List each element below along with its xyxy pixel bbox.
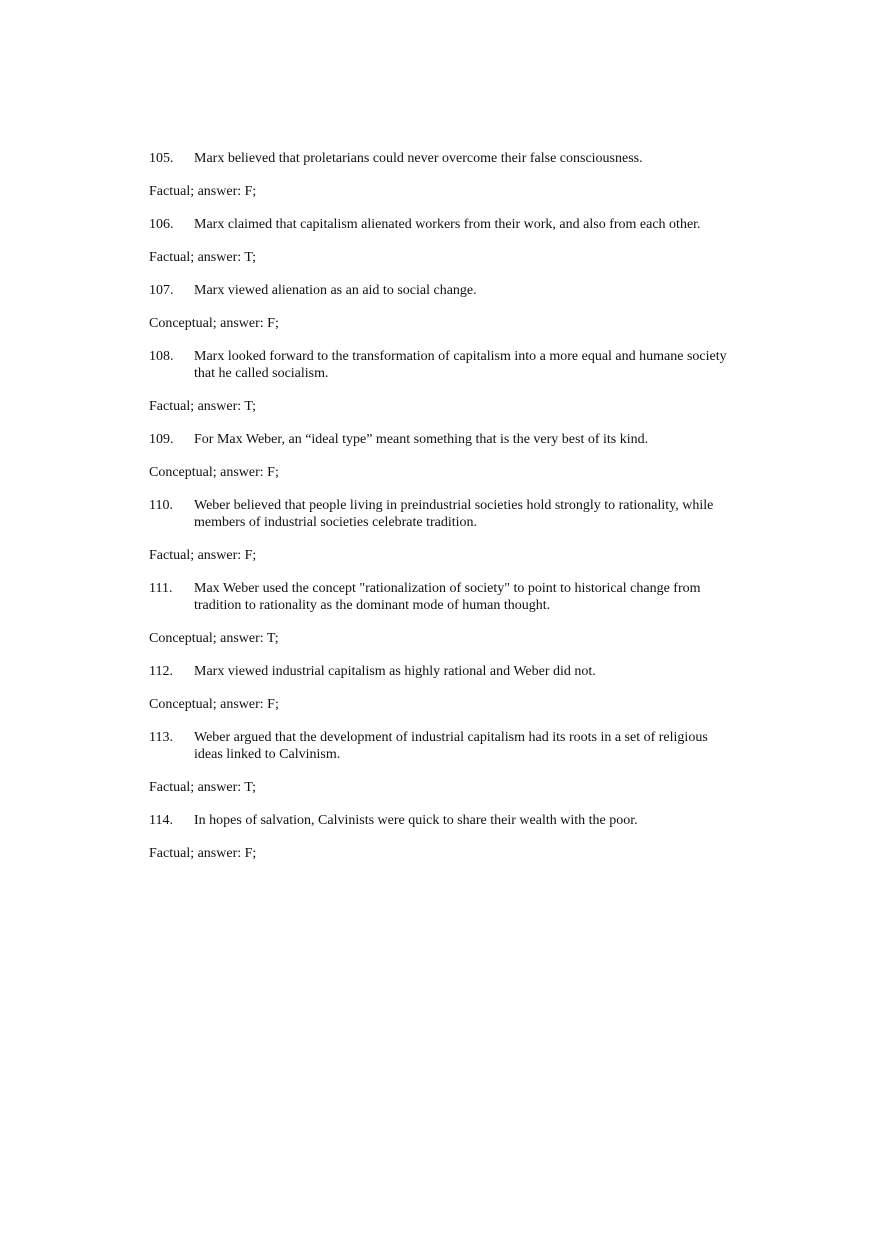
question-row bbox=[149, 663, 729, 680]
question-number: 108. bbox=[149, 349, 174, 364]
question-item-105 bbox=[149, 150, 729, 200]
question-text: Weber argued that the development of industrial capitalism had its roots in a set of religious ideas linked to Calvinism. bbox=[194, 730, 708, 762]
question-text: In hopes of salvation, Calvinists were quick to share their wealth with the poor. bbox=[194, 813, 638, 828]
question-number: 105. bbox=[149, 151, 174, 166]
question-number: 113. bbox=[149, 730, 173, 745]
question-text: Marx viewed industrial capitalism as highly rational and Weber did not. bbox=[194, 664, 596, 679]
question-number: 111. bbox=[149, 581, 173, 596]
answer-line: Conceptual; answer: F; bbox=[149, 697, 279, 712]
question-text: Marx looked forward to the transformation of capitalism into a more equal and humane society that he called socialism. bbox=[194, 349, 727, 381]
question-text: Max Weber used the concept "rationalization of society" to point to historical change from tradition to rationality as the dominant mode of human thought. bbox=[194, 581, 701, 613]
question-number: 106. bbox=[149, 217, 174, 232]
question-row bbox=[149, 282, 729, 299]
answer-line: Factual; answer: F; bbox=[149, 846, 257, 861]
question-list bbox=[149, 150, 729, 878]
question-number: 110. bbox=[149, 498, 173, 513]
question-number: 114. bbox=[149, 813, 173, 828]
question-item-114 bbox=[149, 812, 729, 862]
question-text: Weber believed that people living in preindustrial societies hold strongly to rationality, while members of industrial societies celebrate tradition. bbox=[194, 498, 714, 530]
answer-line: Factual; answer: F; bbox=[149, 548, 257, 563]
answer-line: Conceptual; answer: F; bbox=[149, 316, 279, 331]
answer-line: Factual; answer: T; bbox=[149, 250, 257, 265]
question-text: Marx viewed alienation as an aid to social change. bbox=[194, 283, 477, 298]
answer-line: Conceptual; answer: F; bbox=[149, 465, 279, 480]
question-row bbox=[149, 812, 729, 829]
question-row bbox=[149, 431, 729, 448]
question-row bbox=[149, 497, 729, 531]
question-item-113 bbox=[149, 729, 729, 796]
question-text: For Max Weber, an “ideal type” meant something that is the very best of its kind. bbox=[194, 432, 649, 447]
question-item-112 bbox=[149, 663, 729, 713]
question-number: 107. bbox=[149, 283, 174, 298]
question-row bbox=[149, 150, 729, 167]
question-item-111 bbox=[149, 580, 729, 647]
question-row bbox=[149, 580, 729, 614]
question-row bbox=[149, 216, 729, 233]
question-number: 109. bbox=[149, 432, 174, 447]
answer-line: Factual; answer: F; bbox=[149, 184, 257, 199]
answer-line: Factual; answer: T; bbox=[149, 399, 257, 414]
question-item-107 bbox=[149, 282, 729, 332]
question-number: 112. bbox=[149, 664, 173, 679]
question-item-109 bbox=[149, 431, 729, 481]
question-item-106 bbox=[149, 216, 729, 266]
question-text: Marx believed that proletarians could never overcome their false consciousness. bbox=[194, 151, 643, 166]
question-row bbox=[149, 348, 729, 382]
question-item-108 bbox=[149, 348, 729, 415]
question-row bbox=[149, 729, 729, 763]
question-item-110 bbox=[149, 497, 729, 564]
answer-line: Conceptual; answer: T; bbox=[149, 631, 279, 646]
answer-line: Factual; answer: T; bbox=[149, 780, 257, 795]
question-text: Marx claimed that capitalism alienated workers from their work, and also from each other. bbox=[194, 217, 701, 232]
